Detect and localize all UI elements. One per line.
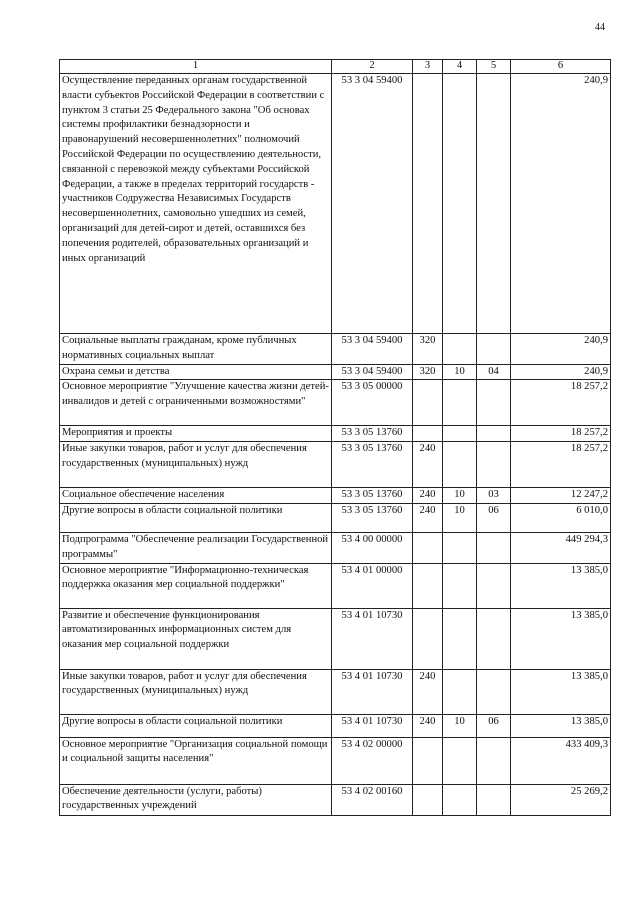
table-row bbox=[60, 488, 611, 504]
row-name-cell: Осуществление переданных органам государственной власти субъектов Российской Федерации в соответствии с пунктом 3 статьи 25 Федерального закона "Об основах системы профилактики безнадзорности и правонарушений несовершеннолетних" полномочий Российской Федерации по осуществлению деятельности, связанной с перевозкой между субъектами Российской Федерации, а также в пределах территорий государств - участников Содружества Независимых Государств несовершеннолетних, самовольно ушедших из семей, организаций для детей-сирот и детей, оставшихся без попечения родителей, образовательных организаций и иных организаций bbox=[60, 74, 332, 334]
row-rz-cell bbox=[443, 563, 477, 608]
row-pr-cell: 06 bbox=[477, 503, 511, 532]
row-name-cell: Иные закупки товаров, работ и услуг для обеспечения государственных (муниципальных) нужд bbox=[60, 442, 332, 488]
row-vr-cell bbox=[413, 784, 443, 815]
row-code-cell: 53 3 04 59400 bbox=[332, 364, 413, 380]
row-vr-cell: 240 bbox=[413, 669, 443, 714]
row-vr-cell bbox=[413, 532, 443, 563]
row-name-cell: Подпрограмма "Обеспечение реализации Государственной программы" bbox=[60, 532, 332, 563]
row-code-cell: 53 3 05 13760 bbox=[332, 426, 413, 442]
row-pr-cell: 03 bbox=[477, 488, 511, 504]
table-row bbox=[60, 380, 611, 426]
row-vr-cell: 320 bbox=[413, 334, 443, 365]
row-name-cell: Основное мероприятие "Улучшение качества жизни детей-инвалидов и детей с ограниченными возможностями" bbox=[60, 380, 332, 426]
row-code-cell: 53 4 00 00000 bbox=[332, 532, 413, 563]
table-row bbox=[60, 503, 611, 532]
header-col-5: 5 bbox=[477, 60, 511, 74]
header-col-1: 1 bbox=[60, 60, 332, 74]
row-rz-cell bbox=[443, 532, 477, 563]
row-pr-cell bbox=[477, 563, 511, 608]
row-rz-cell: 10 bbox=[443, 364, 477, 380]
row-name-cell: Охрана семьи и детства bbox=[60, 364, 332, 380]
row-name-cell: Иные закупки товаров, работ и услуг для обеспечения государственных (муниципальных) нужд bbox=[60, 669, 332, 714]
row-rz-cell bbox=[443, 669, 477, 714]
row-rz-cell bbox=[443, 380, 477, 426]
row-rz-cell bbox=[443, 737, 477, 784]
row-sum-cell: 240,9 bbox=[511, 74, 611, 334]
header-col-6: 6 bbox=[511, 60, 611, 74]
row-vr-cell bbox=[413, 563, 443, 608]
row-code-cell: 53 4 01 10730 bbox=[332, 714, 413, 737]
row-rz-cell bbox=[443, 74, 477, 334]
row-rz-cell bbox=[443, 334, 477, 365]
row-pr-cell bbox=[477, 426, 511, 442]
row-name-cell: Основное мероприятие "Организация социальной помощи и социальной защиты населения" bbox=[60, 737, 332, 784]
row-sum-cell: 18 257,2 bbox=[511, 426, 611, 442]
row-vr-cell bbox=[413, 737, 443, 784]
row-pr-cell bbox=[477, 442, 511, 488]
row-sum-cell: 18 257,2 bbox=[511, 380, 611, 426]
row-sum-cell: 240,9 bbox=[511, 364, 611, 380]
row-name-cell: Социальные выплаты гражданам, кроме публичных нормативных социальных выплат bbox=[60, 334, 332, 365]
row-sum-cell: 25 269,2 bbox=[511, 784, 611, 815]
row-name-cell: Мероприятия и проекты bbox=[60, 426, 332, 442]
budget-table bbox=[59, 59, 611, 816]
row-name-cell: Основное мероприятие "Информационно-техническая поддержка оказания мер социальной поддержки" bbox=[60, 563, 332, 608]
row-code-cell: 53 4 01 00000 bbox=[332, 563, 413, 608]
row-pr-cell: 06 bbox=[477, 714, 511, 737]
row-name-cell: Другие вопросы в области социальной политики bbox=[60, 714, 332, 737]
row-sum-cell: 449 294,3 bbox=[511, 532, 611, 563]
row-sum-cell: 13 385,0 bbox=[511, 669, 611, 714]
row-name-cell: Другие вопросы в области социальной политики bbox=[60, 503, 332, 532]
row-vr-cell bbox=[413, 608, 443, 669]
row-sum-cell: 12 247,2 bbox=[511, 488, 611, 504]
table-row bbox=[60, 364, 611, 380]
header-col-3: 3 bbox=[413, 60, 443, 74]
row-pr-cell bbox=[477, 380, 511, 426]
row-vr-cell: 240 bbox=[413, 442, 443, 488]
row-pr-cell bbox=[477, 334, 511, 365]
row-code-cell: 53 4 02 00000 bbox=[332, 737, 413, 784]
row-vr-cell: 240 bbox=[413, 488, 443, 504]
page-number: 44 bbox=[595, 22, 605, 33]
row-code-cell: 53 3 04 59400 bbox=[332, 334, 413, 365]
row-rz-cell bbox=[443, 608, 477, 669]
row-pr-cell bbox=[477, 737, 511, 784]
row-rz-cell bbox=[443, 426, 477, 442]
row-sum-cell: 6 010,0 bbox=[511, 503, 611, 532]
row-code-cell: 53 3 05 00000 bbox=[332, 380, 413, 426]
row-rz-cell: 10 bbox=[443, 714, 477, 737]
row-rz-cell bbox=[443, 442, 477, 488]
table-row bbox=[60, 426, 611, 442]
row-pr-cell bbox=[477, 784, 511, 815]
row-code-cell: 53 3 05 13760 bbox=[332, 503, 413, 532]
table-row bbox=[60, 563, 611, 608]
row-code-cell: 53 4 02 00160 bbox=[332, 784, 413, 815]
row-sum-cell: 13 385,0 bbox=[511, 563, 611, 608]
table-row bbox=[60, 334, 611, 365]
row-vr-cell bbox=[413, 74, 443, 334]
row-vr-cell: 240 bbox=[413, 714, 443, 737]
row-vr-cell: 320 bbox=[413, 364, 443, 380]
row-pr-cell bbox=[477, 532, 511, 563]
row-code-cell: 53 4 01 10730 bbox=[332, 608, 413, 669]
row-name-cell: Развитие и обеспечение функционирования автоматизированных информационных систем для оказания мер социальной поддержки bbox=[60, 608, 332, 669]
row-sum-cell: 18 257,2 bbox=[511, 442, 611, 488]
row-code-cell: 53 3 05 13760 bbox=[332, 488, 413, 504]
row-code-cell: 53 3 05 13760 bbox=[332, 442, 413, 488]
row-rz-cell bbox=[443, 784, 477, 815]
row-code-cell: 53 4 01 10730 bbox=[332, 669, 413, 714]
table-row bbox=[60, 532, 611, 563]
row-pr-cell bbox=[477, 669, 511, 714]
row-sum-cell: 13 385,0 bbox=[511, 608, 611, 669]
row-name-cell: Социальное обеспечение населения bbox=[60, 488, 332, 504]
table-row bbox=[60, 737, 611, 784]
row-rz-cell: 10 bbox=[443, 503, 477, 532]
table-row bbox=[60, 784, 611, 815]
header-col-2: 2 bbox=[332, 60, 413, 74]
header-col-4: 4 bbox=[443, 60, 477, 74]
table-row bbox=[60, 442, 611, 488]
table-row bbox=[60, 608, 611, 669]
row-vr-cell bbox=[413, 380, 443, 426]
row-vr-cell bbox=[413, 426, 443, 442]
header-row bbox=[60, 60, 611, 74]
row-sum-cell: 433 409,3 bbox=[511, 737, 611, 784]
row-pr-cell bbox=[477, 608, 511, 669]
row-pr-cell: 04 bbox=[477, 364, 511, 380]
row-code-cell: 53 3 04 59400 bbox=[332, 74, 413, 334]
row-name-cell: Обеспечение деятельности (услуги, работы) государственных учреждений bbox=[60, 784, 332, 815]
table-row bbox=[60, 669, 611, 714]
row-sum-cell: 13 385,0 bbox=[511, 714, 611, 737]
row-sum-cell: 240,9 bbox=[511, 334, 611, 365]
row-rz-cell: 10 bbox=[443, 488, 477, 504]
row-pr-cell bbox=[477, 74, 511, 334]
row-vr-cell: 240 bbox=[413, 503, 443, 532]
table-row bbox=[60, 714, 611, 737]
table-row bbox=[60, 74, 611, 334]
